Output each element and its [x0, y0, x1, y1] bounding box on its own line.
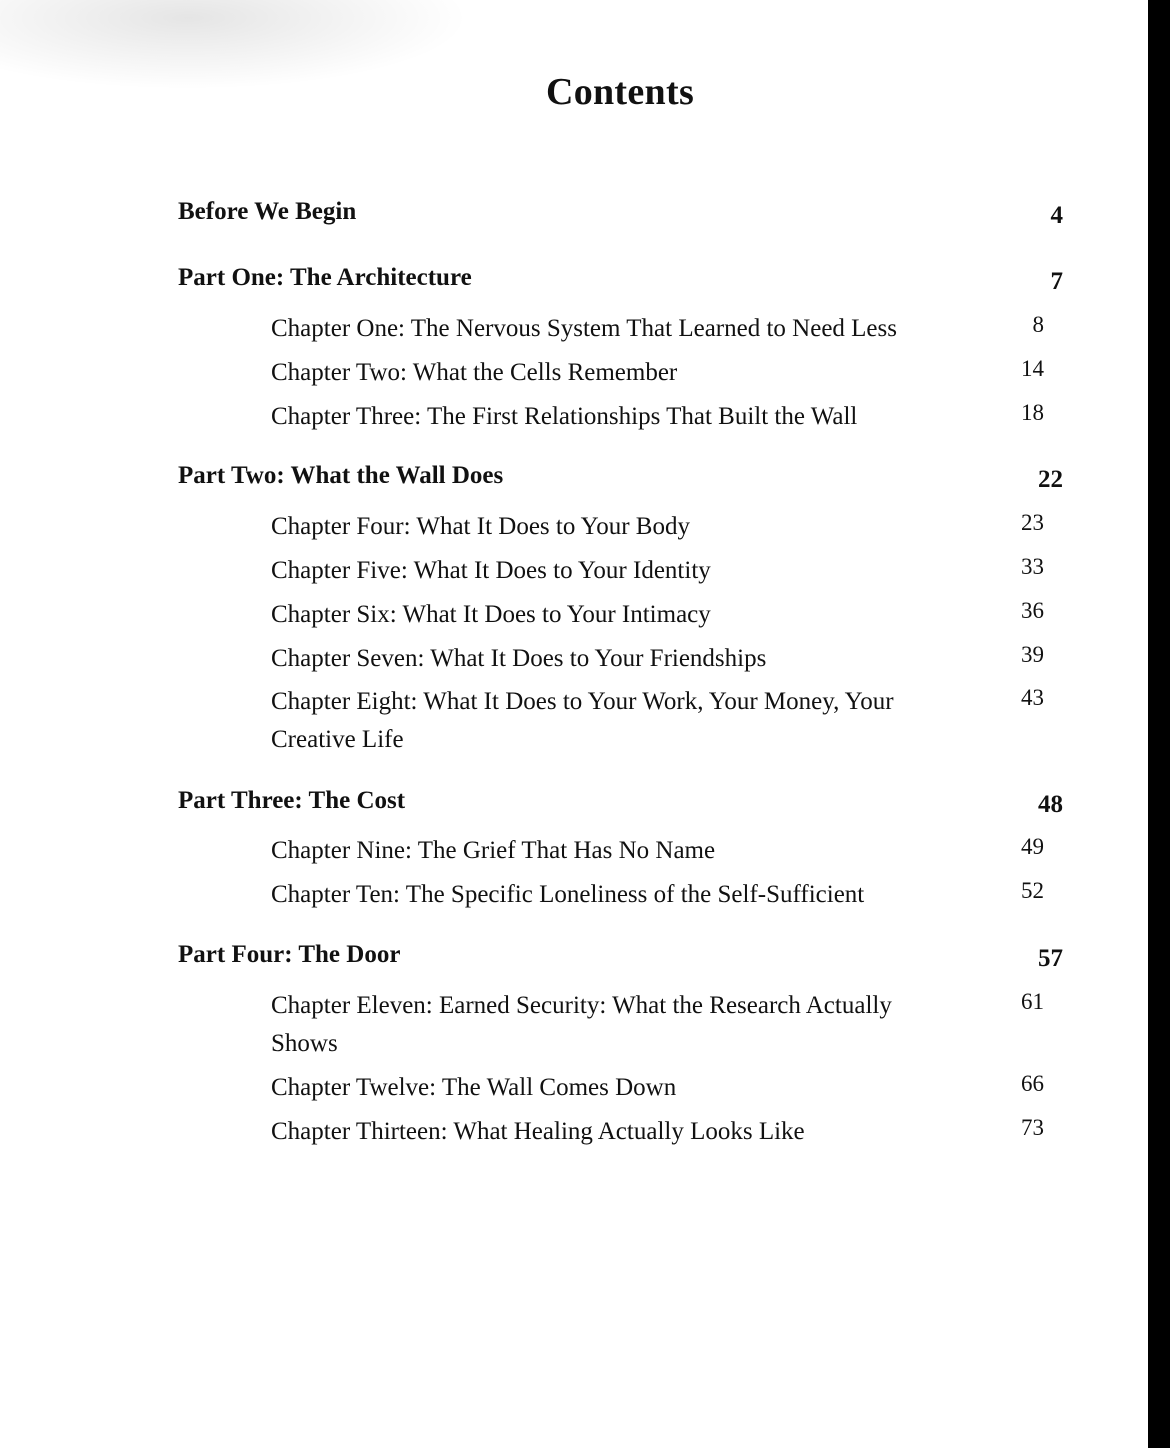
- toc-entry-chapter-eight[interactable]: [178, 683, 1068, 763]
- toc-entry-page: 61: [1021, 989, 1044, 1014]
- toc-entry-label: Chapter Two: What the Cells Remember: [271, 359, 678, 386]
- toc-entry-page: 14: [1021, 356, 1044, 381]
- toc-entry-part-three[interactable]: [178, 787, 1068, 827]
- toc-entry-chapter-six[interactable]: [178, 596, 1068, 636]
- toc-entry-label: Chapter Thirteen: What Healing Actually Looks Like: [271, 1118, 805, 1145]
- toc-entry-chapter-four[interactable]: [178, 508, 1068, 548]
- toc-entry-label: Part Two: What the Wall Does: [178, 462, 504, 489]
- toc-entry-label: Chapter One: The Nervous System That Learned to Need Less: [271, 315, 897, 342]
- toc-entry-chapter-seven[interactable]: [178, 640, 1068, 680]
- toc-entry-page: 36: [1021, 598, 1044, 623]
- toc-entry-page: 23: [1021, 510, 1044, 535]
- toc-entry-label: Part Three: The Cost: [178, 787, 406, 814]
- toc-entry-page: 52: [1021, 878, 1044, 903]
- toc-entry-label: Chapter Eight: What It Does to Your Work, Your Money, Your Creative Life: [271, 688, 894, 753]
- toc-entry-part-one[interactable]: [178, 264, 1068, 304]
- toc-entry-page: 57: [1038, 945, 1063, 972]
- toc-entry-page: 22: [1038, 466, 1063, 493]
- toc-entry-label: Chapter Seven: What It Does to Your Friendships: [271, 645, 767, 672]
- toc-entry-label: Part Four: The Door: [178, 941, 401, 968]
- toc-entry-part-two[interactable]: [178, 462, 1068, 502]
- toc-entry-label: Chapter Three: The First Relationships That Built the Wall: [271, 403, 858, 430]
- toc-entry-page: 8: [1032, 312, 1044, 337]
- toc-entry-chapter-eleven[interactable]: [178, 987, 1068, 1067]
- toc-entry-chapter-thirteen[interactable]: [178, 1113, 1068, 1153]
- toc-entry-chapter-three[interactable]: [178, 398, 1068, 438]
- toc-entry-label: Chapter Ten: The Specific Loneliness of the Self-Sufficient: [271, 881, 865, 908]
- page-title: Contents: [545, 71, 695, 113]
- toc-entry-label: Chapter Five: What It Does to Your Identity: [271, 557, 711, 584]
- toc-entry-label: Before We Begin: [178, 198, 357, 225]
- toc-entry-page: 7: [1050, 268, 1063, 295]
- toc-entry-label: Chapter Nine: The Grief That Has No Name: [271, 837, 716, 864]
- toc-entry-label: Part One: The Architecture: [178, 264, 472, 291]
- toc-entry-label: Chapter Four: What It Does to Your Body: [271, 513, 690, 540]
- toc-entry-label: Chapter Twelve: The Wall Comes Down: [271, 1074, 677, 1101]
- toc-entry-page: 4: [1050, 202, 1063, 229]
- toc-entry-chapter-ten[interactable]: [178, 876, 1068, 916]
- toc-entry-page: 18: [1021, 400, 1044, 425]
- toc-entry-chapter-two[interactable]: [178, 354, 1068, 394]
- toc-entry-chapter-five[interactable]: [178, 552, 1068, 592]
- toc-entry-page: 73: [1021, 1115, 1044, 1140]
- toc-entry-page: 33: [1021, 554, 1044, 579]
- toc-entry-page: 66: [1021, 1071, 1044, 1096]
- toc-entry-page: 39: [1021, 642, 1044, 667]
- toc-entry-label: Chapter Eleven: Earned Security: What the Research Actually Shows: [271, 992, 892, 1057]
- toc-entry-chapter-nine[interactable]: [178, 832, 1068, 872]
- toc-entry-page: 48: [1038, 791, 1063, 818]
- toc-entry-chapter-one[interactable]: [178, 310, 1068, 350]
- toc-entry-before-we-begin[interactable]: [178, 198, 1068, 238]
- toc-entry-part-four[interactable]: [178, 941, 1068, 981]
- toc-entry-label: Chapter Six: What It Does to Your Intimacy: [271, 601, 711, 628]
- toc-entry-chapter-twelve[interactable]: [178, 1069, 1068, 1109]
- toc-entry-page: 49: [1021, 834, 1044, 859]
- toc-entry-page: 43: [1021, 685, 1044, 710]
